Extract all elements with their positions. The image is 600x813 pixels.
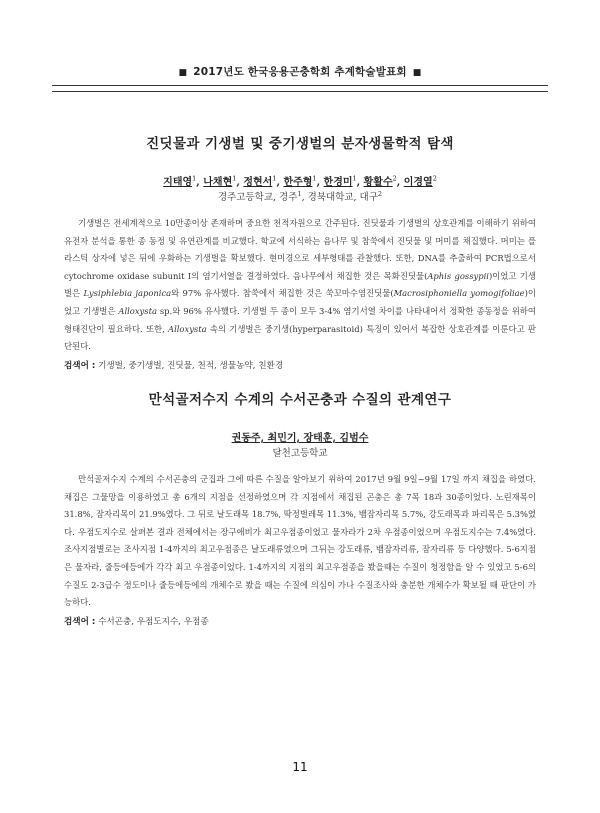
abstract-2	[64, 388, 536, 627]
body-text: sp.와 96% 유사했다. 기생벌 두 종이 모두 3-4% 염기서열 차이를 나타내어서 정확한 종동정을 위하여 형태진단이 필요하다. 또한,	[64, 305, 536, 334]
affiliation-sup: 2	[377, 189, 383, 198]
author-name: 정현서	[243, 177, 273, 188]
author-affil-sup: 1	[272, 174, 277, 183]
species-name: Macrosiphoniella yomogifoliae	[393, 288, 525, 299]
author-name: 이경열	[403, 177, 433, 188]
body-text: 와 97% 유사했다. 참쑥에서 채집한 것은 쑥꼬마수염진딧물(	[171, 288, 394, 299]
abstract-title: 만석골저수지 수계의 수서곤충과 수질의 관계연구	[148, 392, 452, 408]
header-text: 2017년도 한국응용곤충학회 추계학술발표회	[193, 66, 407, 78]
affiliation: 달천고등학교	[272, 448, 328, 459]
page-number: 11	[292, 760, 308, 774]
affiliation-sup: 1	[297, 189, 302, 198]
keywords-list: 기생벌, 중기생벌, 진딧물, 천적, 생물농약, 친환경	[95, 360, 284, 371]
affiliation	[64, 189, 536, 203]
author-name: 지태영	[163, 177, 193, 188]
keywords-label: 검색어 :	[64, 360, 96, 371]
author-list	[64, 429, 536, 444]
author-name: 한주형	[283, 177, 313, 188]
species-name: Aphis gossypii	[427, 270, 489, 281]
author-affil-sup: 1	[192, 174, 197, 183]
affiliation-2: , 경북대학교, 대구	[301, 192, 378, 203]
species-name: Alloxysta	[118, 305, 157, 316]
author-sep: ,	[316, 177, 324, 188]
keywords-label: 검색어 :	[64, 616, 96, 627]
header-rule-bottom	[52, 91, 548, 92]
author-name: 나채현	[203, 177, 233, 188]
conference-header	[0, 64, 600, 79]
author-name: 한경미	[323, 177, 353, 188]
abstract-title: 진딧물과 기생벌 및 중기생벌의 분자생물학적 탐색	[146, 136, 454, 152]
author-affil-sup: 1	[232, 174, 237, 183]
body-text: )이었고 기생벌은	[64, 288, 536, 316]
author-affil-sup: 1	[352, 174, 357, 183]
keywords-list: 수서곤충, 우점도지수, 우점종	[95, 616, 209, 627]
author-sep: ,	[236, 177, 244, 188]
header-marker-left: ■	[178, 68, 188, 78]
author-affil-sup: 2	[392, 174, 397, 183]
author-sep: ,	[196, 177, 204, 188]
affiliation-1: 경주고등학교, 경주	[217, 192, 298, 203]
author-affil-sup: 2	[432, 174, 437, 183]
body-text: 속의 기생벌은 중기생(hyperparasitoid) 특징이 있어서 복잡한 상호관계를 이룬다고 판단된다.	[64, 323, 536, 352]
species-name: Lysiphlebia japonica	[83, 288, 172, 299]
header-rule-top	[52, 85, 548, 86]
author-sep: ,	[396, 177, 404, 188]
body-text: 기생벌은 전세계적으로 10만종이상 존재하며 중요한 천적자원으로 간주된다. 진딧물과 기생벌의 상호관계를 이해하기 위하여 유전자 분석을 통한 종 동정 및 유연관계를 비교했다. 학교에 서식하는 음나무 및 참쑥에서 진딧물 및 머미를 채집했다. 머미는 플라스틱 상자에 넣은 뒤에 우화하는 기생벌을 확보했다. 현미경으로 세부형태를 관찰했다. 또한, DNA를 추출하여 PCR법으로서 cytochrome oxidase subunit I의 염기서열을 결정하였다. 음나무에서 채집한 것은 목화진딧물(	[64, 218, 536, 281]
author-names: 권동주, 최민기, 장태훈, 김범수	[231, 433, 369, 444]
abstract-body	[64, 215, 536, 356]
species-name: Alloxysta	[168, 323, 207, 334]
author-sep: ,	[356, 177, 364, 188]
author-name: 황활수	[363, 177, 393, 188]
body-text: )이었고 기생벌은	[64, 270, 536, 299]
keywords	[64, 615, 536, 627]
author-list	[64, 173, 536, 188]
abstract-1	[64, 132, 536, 371]
author-sep: ,	[276, 177, 284, 188]
abstract-body: 만석골저수지 수계의 수서곤충의 군집과 그에 따른 수질을 알아보기 위하여 2017년 9월 9일~9월 17일 까지 채집을 하였다. 채집은 그물망을 이용하였고 총 6개의 지점을 선정하였으며 각 지점에서 채집된 곤충은 총 7목 18과 30종이었다. 노린재목이 31.8%, 잠자리목이 21.9%였다. 그 뒤로 날도래목 18.7%, 딱정벌레목 11.3%, 뱀잠자리목 5.7%, 강도래목과 파리목은 5.3%였다. 우점도지수로 살펴본 결과 전체에서는 장구애비가 최고우점종이었고 물자라가 2차 우점종이었으며 우점도지수는 7.4%였다. 조사지점별로는 조사지점 1-4까지의 최고우점종은 날도래류였으며 그뒤는 강도래류, 뱀잠자리류, 잠자리류 등 다양했다. 5-6지점은 물자라, 줄등에등에가 각각 최고 우점종이었다. 1-4까지의 지점의 최고우점종을 봤을때는 수질이 청정함을 알 수 있었고 5-6의 수질도 2-3급수 정도이나 줄등에등에의 개체수로 봤을 때는 수질에 의심이 가나 수질조사와 충분한 개체수가 확보될 때 판단이 가능하다.	[64, 474, 536, 608]
header-marker-right: ■	[412, 68, 422, 78]
keywords	[64, 359, 536, 371]
author-affil-sup: 1	[312, 174, 317, 183]
